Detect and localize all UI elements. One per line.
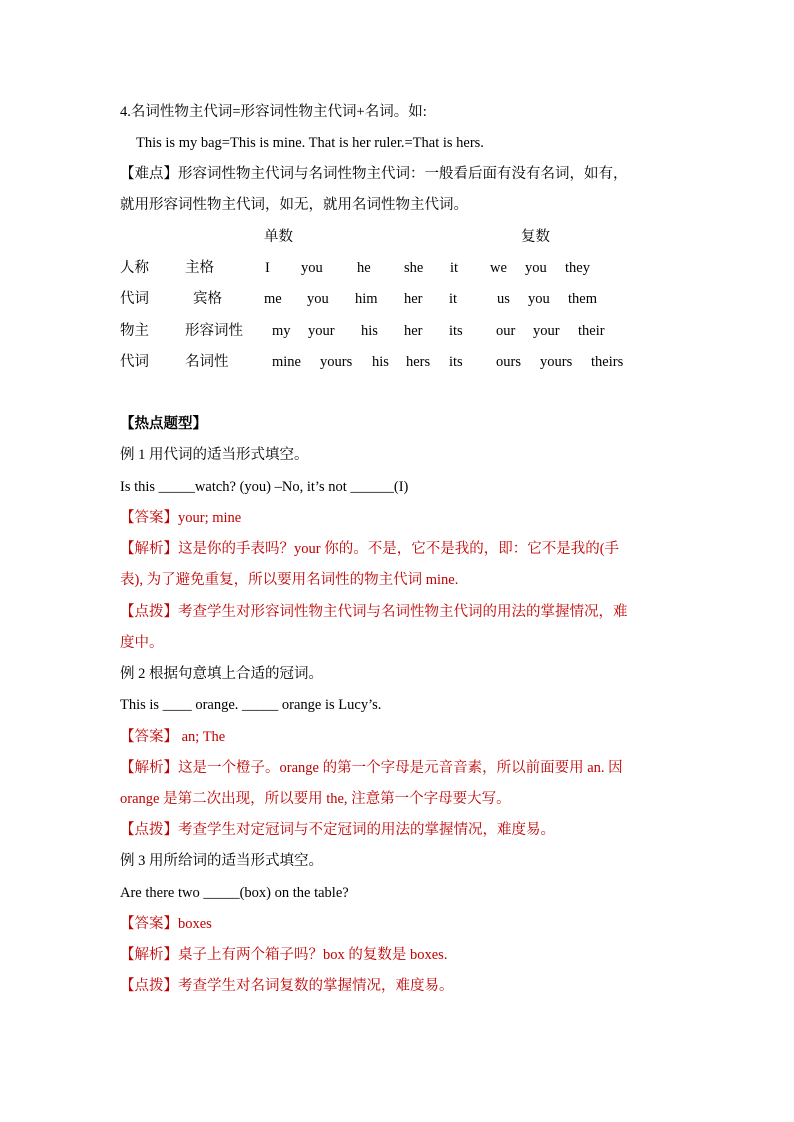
examples-line: This is my bag=This is mine. That is her ruler.=That is hers. <box>136 135 484 151</box>
row-case: 名词性 <box>185 354 229 370</box>
table-cell: me <box>264 291 282 307</box>
table-cell: its <box>449 354 463 370</box>
ex3-question: Are there two _____(box) on the table? <box>120 885 349 901</box>
table-cell: his <box>361 323 378 339</box>
table-cell: her <box>404 291 423 307</box>
table-cell: them <box>568 291 597 307</box>
ex3-answer: 【答案】boxes <box>120 916 212 932</box>
row-label: 物主 <box>120 323 149 339</box>
table-cell: we <box>490 260 507 276</box>
table-cell: its <box>449 323 463 339</box>
rule-4: 4.名词性物主代词=形容词性物主代词+名词。如: <box>120 104 427 120</box>
ex1-tip-2: 度中。 <box>120 635 164 651</box>
table-cell: it <box>449 291 458 307</box>
table-cell: your <box>533 323 560 339</box>
table-cell: his <box>372 354 389 370</box>
ex1-title: 例 1 用代词的适当形式填空。 <box>120 447 309 463</box>
table-cell: you <box>525 260 547 276</box>
ex1-tip-1: 【点拨】考查学生对形容词性物主代词与名词性物主代词的用法的掌握情况，难 <box>120 604 628 620</box>
ex2-question: This is ____ orange. _____ orange is Lucy’s. <box>120 697 382 713</box>
table-cell: yours <box>320 354 353 370</box>
ex2-title: 例 2 根据句意填上合适的冠词。 <box>120 666 323 682</box>
table-cell: yours <box>540 354 573 370</box>
ex1-answer: 【答案】your; mine <box>120 510 242 526</box>
difficulty-line-1: 【难点】形容词性物主代词与名词性物主代词：一般看后面有没有名词，如有， <box>120 166 628 182</box>
ex1-analysis-1: 【解析】这是你的手表吗？your 你的。不是，它不是我的，即：它不是我的(手 <box>120 541 620 557</box>
row-label: 代词 <box>120 354 149 370</box>
ex2-analysis-2: orange 是第二次出现，所以要用 the, 注意第一个字母要大写。 <box>120 791 511 807</box>
table-cell: she <box>404 260 424 276</box>
ex2-answer: 【答案】 an; The <box>120 729 226 745</box>
table-cell: I <box>265 260 270 276</box>
table-cell: he <box>357 260 371 276</box>
table-cell: us <box>497 291 510 307</box>
ex3-tip: 【点拨】考查学生对名词复数的掌握情况，难度易。 <box>120 978 454 994</box>
table-cell: they <box>565 260 590 276</box>
hot-title: 【热点题型】 <box>120 416 207 432</box>
table-cell: her <box>404 323 423 339</box>
header-singular: 单数 <box>264 229 293 245</box>
row-case: 形容词性 <box>185 323 243 339</box>
table-cell: ours <box>496 354 521 370</box>
table-cell: theirs <box>591 354 624 370</box>
table-cell: my <box>272 323 291 339</box>
table-cell: our <box>496 323 516 339</box>
table-cell: their <box>578 323 605 339</box>
row-case: 主格 <box>185 260 214 276</box>
ex2-tip: 【点拨】考查学生对定冠词与不定冠词的用法的掌握情况，难度易。 <box>120 822 555 838</box>
ex1-analysis-2: 表), 为了避免重复，所以要用名词性的物主代词 mine. <box>120 572 459 588</box>
table-cell: hers <box>406 354 431 370</box>
ex1-question: Is this _____watch? (you) –No, it’s not ______(I) <box>120 479 409 495</box>
row-case: 宾格 <box>193 291 222 307</box>
row-label: 人称 <box>120 260 149 276</box>
table-cell: you <box>528 291 550 307</box>
table-cell: mine <box>272 354 301 370</box>
table-cell: him <box>355 291 378 307</box>
table-cell: it <box>450 260 459 276</box>
header-plural: 复数 <box>521 229 550 245</box>
row-label: 代词 <box>120 291 149 307</box>
ex3-analysis: 【解析】桌子上有两个箱子吗？box 的复数是 boxes. <box>120 947 448 963</box>
table-cell: you <box>301 260 323 276</box>
difficulty-line-2: 就用形容词性物主代词，如无，就用名词性物主代词。 <box>120 197 468 213</box>
table-cell: your <box>308 323 335 339</box>
table-cell: you <box>307 291 329 307</box>
ex3-title: 例 3 用所给词的适当形式填空。 <box>120 853 323 869</box>
ex2-analysis-1: 【解析】这是一个橙子。orange 的第一个字母是元音音素，所以前面要用 an. 因 <box>120 760 623 776</box>
